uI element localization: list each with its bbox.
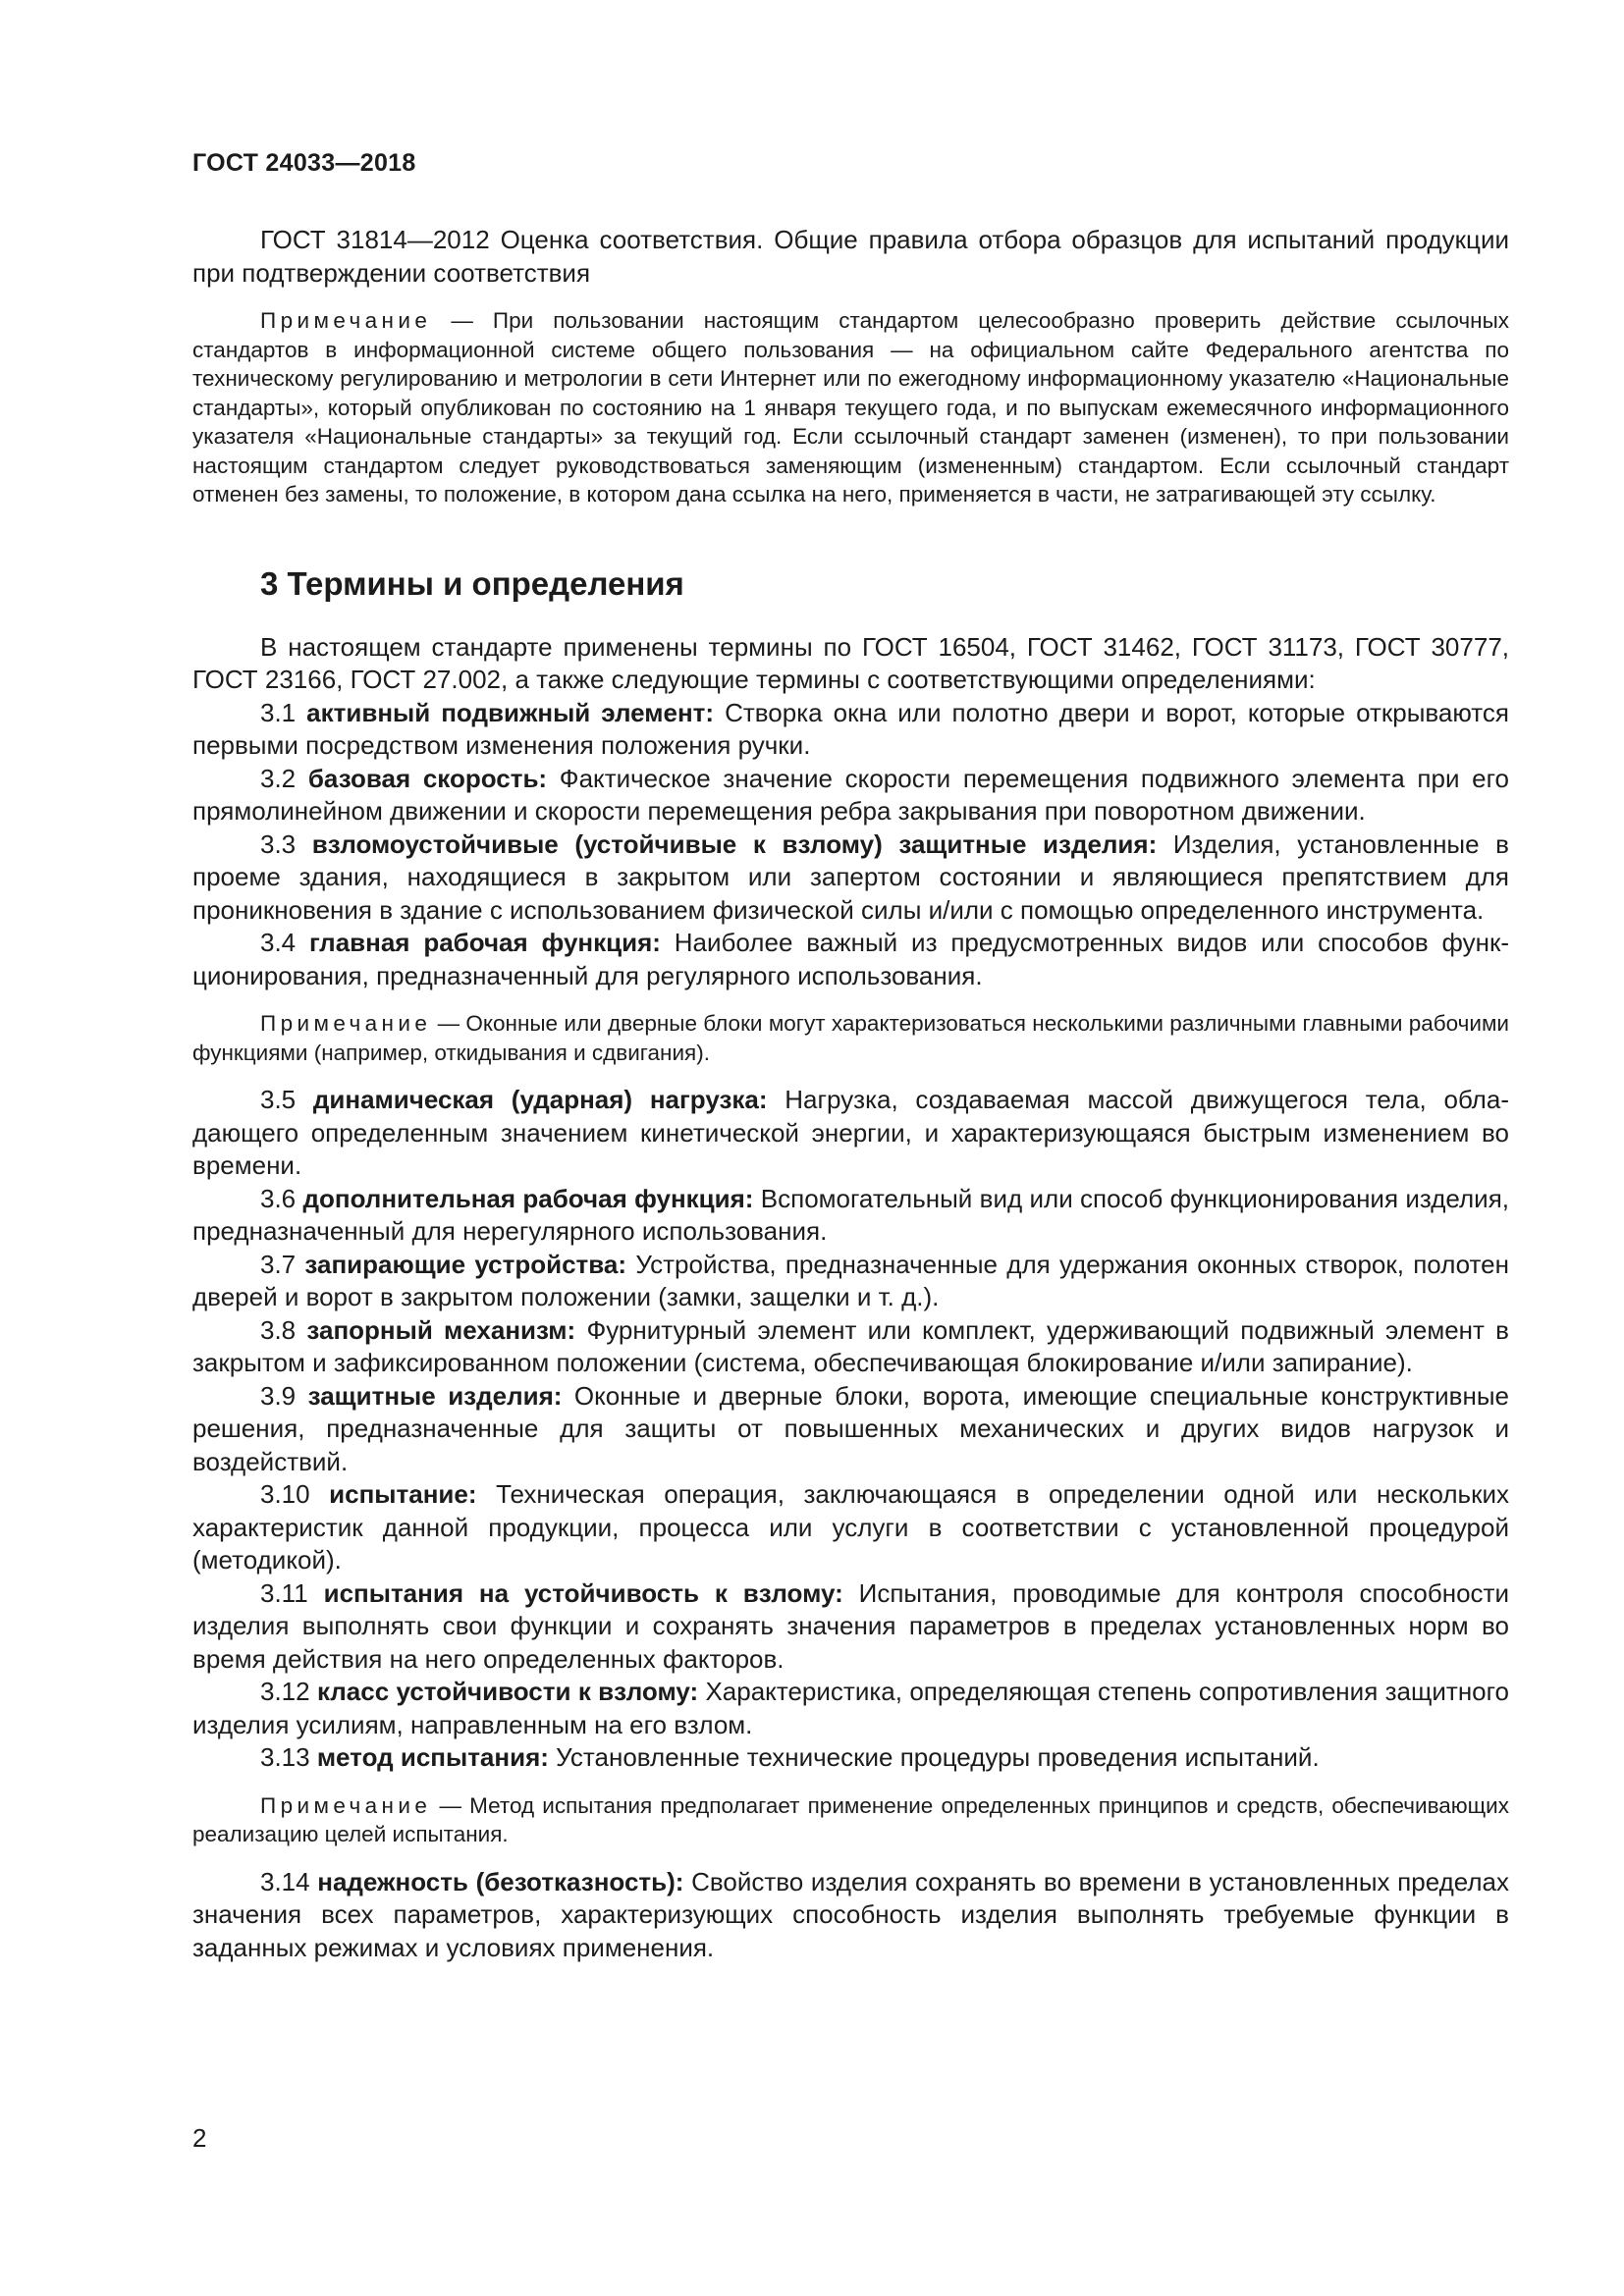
term-definition: Установленные технические процедуры проведения испытаний. [548, 1742, 1320, 1772]
note-references [192, 306, 1509, 509]
note-text: — При пользовании настоящим стандартом целесообразно проверить действие ссылочных стандартов в информационной системе общего пользования — на официальном сайте Федерального агентства по техническому регулированию и метрологии в сети Интернет или по ежегодному информационному указателю «Национальные стандарты», который опубликован по состоянию на 1 января текущего года, и по выпускам ежемесячного информационного указателя «Национальные стандарты» за текущий год. Если ссылочный стандарт заменен (изменен), то при пользовании настоящим стандартом следует руководствоваться заменяющим (измененным) стандартом. Если ссылочный стандарт отменен без замены, то положение, в котором дана ссылка на него, применяется в части, не затрагивающей эту ссылку. [192, 308, 1509, 507]
term-definition: Фактическое значение скорости перемещения подвижного элемента при его прямолинейном движении и скорости перемещения ребра закрывания при поворотном движении. [192, 763, 1509, 826]
term-name: запорный механизм: [306, 1314, 576, 1345]
note-text: — Метод испытания предполагает применение определенных принципов и средств, обеспечивающих реализацию целей испытания. [192, 1792, 1509, 1846]
term-definition: Испытания, проводимые для контроля способности изделия выполнять свои функции и сохранять значения параметров в пределах установленных норм во время действия на него определенных факторов. [192, 1577, 1509, 1674]
term-definition: Наиболее важный из предусмотренных видов или способов функционирования, предназначенный для регулярного использования. [192, 928, 1509, 990]
term-number: 3.13 [260, 1742, 317, 1772]
note-label: Примечание [260, 308, 432, 333]
term-name: защитные изделия: [307, 1380, 563, 1411]
term-number: 3.11 [260, 1577, 324, 1608]
term-definition: Вспомогательный вид или способ функционирования изделия, предназначенный для нерегулярного использования. [192, 1183, 1509, 1246]
term-name: испытания на устойчивость к взлому: [323, 1577, 843, 1608]
term-number: 3.1 [260, 697, 307, 727]
term-3-10 [192, 1478, 1509, 1577]
term-name: динамическая (ударная) нагрузка: [312, 1085, 768, 1114]
term-definition: Свойство изделия сохранять во времени в установленных пределах значения всех параметров, характеризующих способность изделия выполнять требуемые функции в заданных режимах и условиях применения. [192, 1866, 1509, 1962]
section-intro: В настоящем стандарте применены термины по ГОСТ 16504, ГОСТ 31462, ГОСТ 31173, ГОСТ 30777, ГОСТ 23166, ГОСТ 27.002, а также следующие термины с соответствующими определениями: [192, 631, 1509, 694]
term-number: 3.9 [260, 1380, 308, 1411]
term-definition: Фурнитурный элемент или комплект, удерживающий подвижный элемент в закрытом и зафиксированном положении (система, обеспечивающая блокирование и/или запирание). [192, 1314, 1509, 1377]
term-definition: Устройства, предназначенные для удержания оконных створок, полотен дверей и ворот в закрытом положении (замки, защелки и т. д.). [192, 1249, 1509, 1311]
term-3-13 [192, 1741, 1509, 1775]
term-name: надежность (безотказность): [317, 1866, 684, 1896]
term-name: класс устойчивости к взлому: [316, 1677, 699, 1706]
page-content [192, 224, 1509, 1964]
term-definition: Характеристика, определяющая степень сопротивления защитного изделия усилиям, направленным на его взлом. [192, 1677, 1510, 1739]
term-3-2 [192, 763, 1509, 828]
term-3-4 [192, 927, 1509, 992]
page-number: 2 [192, 2123, 207, 2153]
term-name: главная рабочая функция: [309, 928, 661, 957]
term-number: 3.12 [260, 1677, 317, 1706]
term-3-11 [192, 1577, 1509, 1677]
term-name: метод испытания: [316, 1742, 549, 1772]
note-label: Примечание [260, 1792, 432, 1818]
note-3-13 [192, 1791, 1509, 1849]
note-text: — Оконные или дверные блоки могут характеризоваться несколькими различными главными рабочими функциями (например, откидывания и сдвигания). [192, 1011, 1509, 1065]
note-label: Примечание [260, 1011, 432, 1036]
term-number: 3.14 [260, 1866, 318, 1896]
term-3-1 [192, 697, 1509, 763]
term-3-12 [192, 1676, 1509, 1741]
reference-gost-31814: ГОСТ 31814—2012 Оценка соответствия. Общие правила отбора образцов для испытаний продукции при подтверждении соответствия [192, 225, 1509, 288]
document-page [192, 0, 1509, 2296]
term-name: взломоустойчивые (устойчивые к взлому) защитные изделия: [311, 828, 1158, 859]
term-definition: Оконные и дверные блоки, ворота, имеющие специальные конструктивные решения, предназначенные для защиты от повышенных механических и других видов нагрузок и воздействий. [192, 1380, 1509, 1476]
term-3-6 [192, 1183, 1509, 1249]
term-number: 3.7 [260, 1249, 305, 1279]
term-name: испытание: [329, 1479, 477, 1509]
document-id: ГОСТ 24033—2018 [192, 149, 416, 177]
term-number: 3.3 [260, 828, 312, 859]
term-3-7 [192, 1249, 1509, 1314]
term-3-3 [192, 828, 1509, 928]
term-number: 3.5 [260, 1085, 313, 1114]
term-3-8 [192, 1314, 1509, 1380]
term-definition: Створка окна или полотно двери и ворот, которые открываются первыми посредством изменения положения ручки. [192, 697, 1509, 760]
term-number: 3.8 [260, 1314, 307, 1345]
term-definition: Нагрузка, создаваемая массой движущегося тела, обладающего определенным значением кинетической энергии, и характеризующаяся быстрым изменением во времени. [192, 1085, 1509, 1180]
term-3-9 [192, 1380, 1509, 1479]
section-title: 3 Термины и определения [260, 564, 684, 602]
term-name: дополнительная рабочая функция: [302, 1183, 754, 1213]
term-name: запирающие устройства: [304, 1249, 627, 1279]
term-number: 3.2 [260, 763, 308, 793]
term-name: базовая скорость: [307, 763, 548, 793]
term-3-14 [192, 1866, 1509, 1965]
term-3-5 [192, 1084, 1509, 1183]
term-number: 3.10 [260, 1479, 330, 1509]
term-definition: Техническая операция, заключающаяся в определении одной или нескольких характеристик данной продукции, процесса или услуги в соответствии с установленной процедурой (методикой). [192, 1479, 1509, 1575]
term-number: 3.6 [260, 1183, 303, 1213]
term-definition: Изделия, установленные в проеме здания, находящиеся в закрытом или запертом состоянии и являющиеся препятствием для проникновения в здание с использованием физической силы и/или с помощью определенного инструмента. [192, 828, 1509, 925]
term-name: активный подвижный элемент: [306, 697, 715, 727]
term-number: 3.4 [260, 928, 309, 957]
note-3-4 [192, 1009, 1509, 1067]
